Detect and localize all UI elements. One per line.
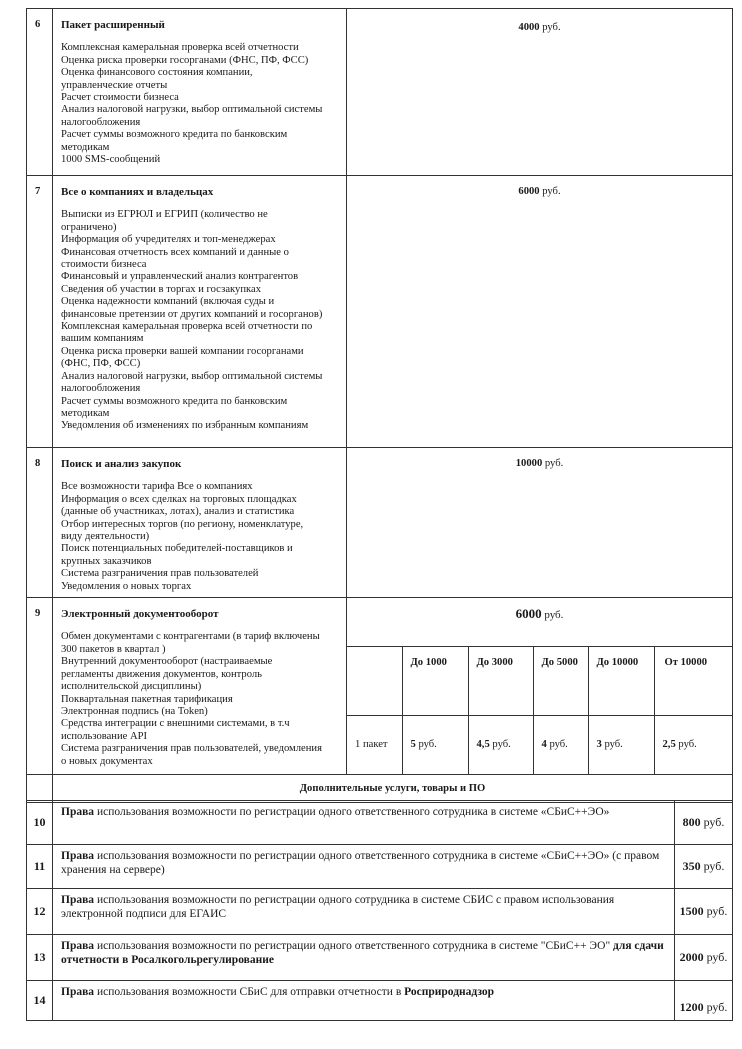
price-unit: руб.: [544, 609, 564, 622]
price-value: 4000: [518, 22, 540, 33]
extras-table: [26, 800, 733, 1021]
feature-line: стоимости бизнеса: [61, 259, 147, 271]
feature-line: финансовые претензии от других компаний и госорганов): [61, 308, 323, 320]
tier-header: До 5000: [533, 647, 588, 716]
extra-tail: Росприроднадзор: [404, 986, 495, 998]
extra-price: [675, 845, 733, 889]
feature-line: Электронная подпись (на Token): [61, 705, 208, 717]
feature-line: Оценка финансового состояния компании,: [61, 67, 253, 79]
extra-tail: для сдачи отчетности в Росалкогольрегулирование: [61, 940, 664, 966]
tariff-price: [347, 448, 733, 598]
extra-price: [675, 889, 733, 935]
row-number: 7: [27, 176, 53, 448]
feature-line: Уведомления о новых торгах: [61, 580, 192, 592]
tier-value-number: 5: [410, 738, 416, 750]
tier-value: [402, 716, 468, 775]
feature-line: Сведения об участии в торгах и госзакупках: [61, 283, 261, 295]
tier-header-row: [347, 647, 732, 716]
feature-line: Расчет стоимости бизнеса: [61, 92, 179, 104]
extra-description: [53, 801, 675, 845]
tariff-title: Поиск и анализ закупок: [61, 458, 182, 470]
price-unit: руб.: [706, 950, 728, 964]
feature-line: 300 пакетов в квартал ): [61, 643, 166, 655]
extra-text: использования возможности по регистрации одного ответственного сотрудника в системе "СБиС++ ЭО": [94, 940, 614, 952]
tariff-description: [53, 448, 347, 598]
feature-line: Оценка надежности компаний (включая суды и: [61, 296, 275, 308]
feature-line: налогообложения: [61, 383, 141, 395]
tier-header: [347, 647, 402, 716]
feature-line: Оценка риска проверки вашей компании госорганами: [61, 345, 304, 357]
feature-line: управленческие отчеты: [61, 79, 168, 91]
feature-line: исполнительской дисциплины): [61, 681, 202, 693]
row-number: 8: [27, 448, 53, 598]
extra-text: использования возможности по регистрации одного сотрудника в системе СБИС с правом использования электронной подписи для ЕГАИС: [61, 894, 615, 920]
extra-lead: Права: [61, 806, 95, 818]
tariff-row: [27, 176, 733, 448]
feature-line: Система разграничения прав пользователей, уведомления: [61, 743, 322, 755]
feature-line: Анализ налоговой нагрузки, выбор оптимальной системы: [61, 370, 323, 382]
price-unit: руб.: [544, 458, 564, 469]
feature-line: использование API: [61, 730, 148, 742]
extra-text: использования возможности по регистрации одного ответственного сотрудника в системе «СБиС++ЭО» (с правом хранения на сервере): [61, 850, 660, 876]
tariff-title: Все о компаниях и владельцах: [61, 186, 214, 198]
price-value: 350: [682, 859, 701, 873]
feature-line: о новых документах: [61, 755, 153, 767]
feature-line: методикам: [61, 407, 110, 419]
feature-line: Оценка риска проверки госорганами (ФНС, ПФ, ФСС): [61, 54, 309, 66]
tariff-description: [53, 9, 347, 176]
feature-line: Внутренний документооборот (настраиваемые: [61, 656, 273, 668]
row-number: 14: [27, 981, 53, 1021]
feature-line: Система разграничения прав пользователей: [61, 568, 259, 580]
extra-lead: Права: [61, 850, 95, 862]
feature-line: Комплексная камеральная проверка всей отчетности: [61, 42, 299, 54]
tariff-row: [27, 9, 733, 176]
tier-header: До 1000: [402, 647, 468, 716]
feature-line: (ФНС, ПФ, ФСС): [61, 358, 141, 370]
tier-value-unit: руб.: [549, 738, 568, 750]
tier-value: [468, 716, 533, 775]
tariff-title: Пакет расширенный: [61, 19, 165, 31]
feature-line: Отбор интересных торгов (по региону, номенклатуре,: [61, 518, 304, 530]
feature-line: (данные об участниках, лотах), анализ и статистика: [61, 506, 295, 518]
extra-text: использования возможности СБиС для отправки отчетности в: [94, 986, 405, 998]
feature-list: [61, 42, 340, 166]
tier-value: [347, 716, 402, 775]
section-spacer: [27, 775, 53, 803]
price-value: 6000: [518, 186, 540, 197]
tariff-description: [53, 598, 347, 775]
tariff-price: [347, 9, 733, 176]
feature-line: Расчет суммы возможного кредита по банковским: [61, 395, 288, 407]
price-unit: руб.: [706, 1000, 728, 1014]
feature-line: Средства интеграции с внешними системами, в т.ч: [61, 718, 290, 730]
extra-row: [27, 935, 733, 981]
feature-line: Поиск потенциальных победителей-поставщиков и: [61, 543, 293, 555]
feature-line: Информация об учредителях и топ-менеджерах: [61, 234, 276, 246]
feature-list: [61, 209, 340, 432]
extra-description: [53, 981, 675, 1021]
feature-line: Информация о всех сделках на торговых площадках: [61, 493, 297, 505]
extra-lead: Права: [61, 894, 95, 906]
tariff-price-cell: [347, 598, 733, 775]
extra-row: [27, 889, 733, 935]
price-unit: руб.: [542, 186, 561, 197]
tier-header: От 10000: [654, 647, 732, 716]
extra-price: [675, 981, 733, 1021]
tier-value-label: 1 пакет: [355, 738, 388, 750]
row-number: 11: [27, 845, 53, 889]
extra-description: [53, 935, 675, 981]
tier-price-table: [347, 646, 732, 774]
feature-line: Комплексная камеральная проверка всей отчетности по: [61, 321, 313, 333]
feature-line: Финансовая отчетность всех компаний и данные о: [61, 246, 289, 258]
extra-text: использования возможности по регистрации одного ответственного сотрудника в системе «СБиС++ЭО»: [94, 806, 610, 818]
tariff-price: [347, 598, 732, 646]
tier-value-row: [347, 716, 732, 775]
feature-list: [61, 481, 340, 593]
tier-header: До 10000: [588, 647, 654, 716]
row-number: 12: [27, 889, 53, 935]
extra-row: [27, 801, 733, 845]
feature-line: Финансовый и управленческий анализ контрагентов: [61, 271, 299, 283]
extra-lead: Права: [61, 986, 95, 998]
tier-value: [533, 716, 588, 775]
extra-row: [27, 981, 733, 1021]
feature-line: Анализ налоговой нагрузки, выбор оптимальной системы: [61, 104, 323, 116]
tariff-row: [27, 448, 733, 598]
tier-value-number: 4: [541, 738, 547, 750]
feature-line: Все возможности тарифа Все о компаниях: [61, 481, 253, 493]
tier-value: [588, 716, 654, 775]
price-value: 6000: [515, 606, 542, 622]
feature-line: 1000 SMS-сообщений: [61, 154, 161, 166]
tier-value-unit: руб.: [418, 738, 437, 750]
extra-description: [53, 845, 675, 889]
feature-line: крупных заказчиков: [61, 555, 152, 567]
feature-line: Расчет суммы возможного кредита по банковским: [61, 129, 288, 141]
feature-line: налогообложения: [61, 116, 141, 128]
tariff-row: [27, 598, 733, 775]
feature-list: [61, 631, 340, 767]
price-value: 800: [682, 815, 701, 829]
tariff-price: [347, 176, 733, 448]
tier-header: До 3000: [468, 647, 533, 716]
tier-value-unit: руб.: [678, 738, 697, 750]
section-title: Дополнительные услуги, товары и ПО: [53, 775, 733, 803]
price-value: 2000: [679, 950, 704, 964]
extra-description: [53, 889, 675, 935]
section-header-row: [27, 775, 733, 803]
tariff-title: Электронный документооборот: [61, 608, 219, 621]
row-number: 10: [27, 801, 53, 845]
feature-line: Выписки из ЕГРЮЛ и ЕГРИП (количество не: [61, 209, 268, 221]
price-unit: руб.: [542, 22, 561, 33]
feature-line: регламенты движения документов, контроль: [61, 668, 262, 680]
feature-line: Поквартальная пакетная тарификация: [61, 693, 233, 705]
row-number: 13: [27, 935, 53, 981]
feature-line: виду деятельности): [61, 531, 150, 543]
price-unit: руб.: [703, 815, 725, 829]
tariff-description: [53, 176, 347, 448]
row-number: 6: [27, 9, 53, 176]
price-unit: руб.: [703, 859, 725, 873]
feature-line: вашим компаниям: [61, 333, 144, 345]
price-value: 1500: [679, 904, 704, 918]
tier-value: [654, 716, 732, 775]
extra-price: [675, 935, 733, 981]
feature-line: ограничено): [61, 221, 117, 233]
tier-value-number: 4,5: [476, 738, 490, 750]
extra-lead: Права: [61, 940, 95, 952]
tier-value-unit: руб.: [604, 738, 623, 750]
feature-line: Обмен документами с контрагентами (в тариф включены: [61, 631, 320, 643]
tier-value-unit: руб.: [492, 738, 511, 750]
tariff-table: [26, 8, 733, 803]
tier-value-number: 2,5: [662, 738, 676, 750]
row-number: 9: [27, 598, 53, 775]
feature-line: методикам: [61, 141, 110, 153]
extra-row: [27, 845, 733, 889]
tier-value-number: 3: [596, 738, 602, 750]
price-unit: руб.: [706, 904, 728, 918]
feature-line: Уведомления об изменениях по избранным компаниям: [61, 420, 309, 432]
price-value: 10000: [515, 458, 543, 469]
page-frame: [26, 1020, 732, 1021]
price-value: 1200: [679, 1000, 704, 1014]
extra-price: [675, 801, 733, 845]
